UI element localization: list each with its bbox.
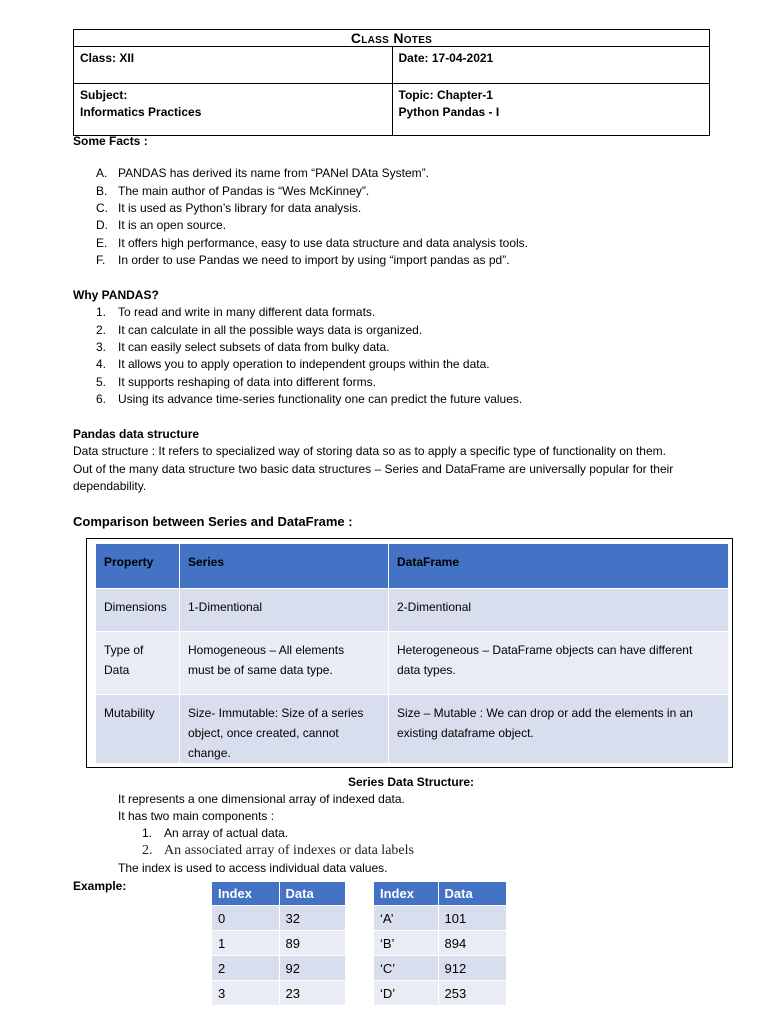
table-cell: 32 <box>279 906 345 931</box>
table-row <box>212 956 345 981</box>
table-row <box>374 906 506 931</box>
table-header-row <box>374 882 506 906</box>
facts-heading: Some Facts : <box>73 134 148 148</box>
table-row <box>96 694 729 763</box>
list-item: 1. <box>142 826 153 840</box>
table-cell: ‘A’ <box>374 906 438 931</box>
table-cell: 894 <box>438 931 506 956</box>
why-heading: Why PANDAS? <box>73 288 159 302</box>
list-item-text: The main author of Pandas is “Wes McKinney”. <box>118 184 370 198</box>
subject-cell <box>74 84 392 135</box>
list-item: 6. <box>96 392 107 406</box>
list-item-text: In order to use Pandas we need to import by using “import pandas as pd”. <box>118 253 510 267</box>
list-item: C. <box>96 201 108 215</box>
list-item: 2. <box>142 843 153 858</box>
date-label: Date: 17-04-2021 <box>392 47 710 83</box>
table-cell: 3 <box>212 981 279 1006</box>
header-row-class-date <box>74 47 709 84</box>
column-header: Series <box>180 544 389 588</box>
list-item: 3. <box>96 340 107 354</box>
list-item-text: It is used as Python’s library for data analysis. <box>118 201 362 215</box>
topic-label: Topic: Chapter-1 <box>398 88 493 102</box>
table-cell: Type of Data <box>96 631 180 694</box>
notes-title: Class Notes <box>74 30 709 47</box>
list-item-text: To read and write in many different data formats. <box>118 305 376 319</box>
list-item-text: It supports reshaping of data into different forms. <box>118 375 376 389</box>
series-description: It represents a one dimensional array of indexed data. <box>118 792 405 806</box>
table-cell: 89 <box>279 931 345 956</box>
table-header-row <box>96 544 729 588</box>
list-item: D. <box>96 218 108 232</box>
table-cell: 1-Dimentional <box>180 588 389 631</box>
column-header: Property <box>96 544 180 588</box>
table-row <box>212 981 345 1006</box>
list-item-text: It can easily select subsets of data from bulky data. <box>118 340 390 354</box>
header-row-subject-topic <box>74 84 709 135</box>
table-header-row <box>212 882 345 906</box>
column-header: DataFrame <box>389 544 729 588</box>
list-item: F. <box>96 253 106 267</box>
column-header: Index <box>212 882 279 906</box>
table-cell: 0 <box>212 906 279 931</box>
table-row <box>374 956 506 981</box>
list-item-text: It offers high performance, easy to use data structure and data analysis tools. <box>118 236 529 250</box>
list-item: B. <box>96 184 108 198</box>
comparison-table <box>96 544 729 763</box>
structure-paragraph-line: Out of the many data structure two basic data structures – Series and DataFrame are universally popular for their <box>73 462 674 476</box>
table-cell: Dimensions <box>96 588 180 631</box>
column-header: Data <box>279 882 345 906</box>
table-cell: 253 <box>438 981 506 1006</box>
table-row <box>96 631 729 694</box>
table-cell: Size – Mutable : We can drop or add the elements in an existing dataframe object. <box>389 694 729 763</box>
list-item: 5. <box>96 375 107 389</box>
list-item: 1. <box>96 305 107 319</box>
table-cell: 92 <box>279 956 345 981</box>
list-item-text: It can calculate in all the possible ways data is organized. <box>118 323 423 337</box>
list-item-text: An associated array of indexes or data labels <box>164 843 414 858</box>
column-header: Data <box>438 882 506 906</box>
table-cell: ‘C’ <box>374 956 438 981</box>
list-item: E. <box>96 236 108 250</box>
table-cell: Heterogeneous – DataFrame objects can have different data types. <box>389 631 729 694</box>
table-cell: ‘D’ <box>374 981 438 1006</box>
table-cell: 2-Dimentional <box>389 588 729 631</box>
structure-heading: Pandas data structure <box>73 427 200 441</box>
list-item-text: An array of actual data. <box>164 826 289 840</box>
list-item: A. <box>96 166 108 180</box>
table-cell: ‘B’ <box>374 931 438 956</box>
class-notes-header-table <box>73 29 710 136</box>
table-cell: 912 <box>438 956 506 981</box>
example-table-numeric-index <box>212 882 345 1005</box>
table-cell: 2 <box>212 956 279 981</box>
comparison-heading: Comparison between Series and DataFrame : <box>73 514 353 529</box>
column-header: Index <box>374 882 438 906</box>
series-index-note: The index is used to access individual data values. <box>118 861 388 875</box>
subject-value: Informatics Practices <box>80 105 202 119</box>
subject-label: Subject: <box>80 88 128 102</box>
table-row <box>212 906 345 931</box>
list-item: 2. <box>96 323 107 337</box>
table-cell: Homogeneous – All elements must be of same data type. <box>180 631 389 694</box>
table-cell: Mutability <box>96 694 180 763</box>
table-cell: Size- Immutable: Size of a series object, once created, cannot change. <box>180 694 389 763</box>
table-cell: 23 <box>279 981 345 1006</box>
list-item-text: PANDAS has derived its name from “PANel DAta System”. <box>118 166 429 180</box>
example-label: Example: <box>73 879 127 893</box>
example-table-label-index <box>374 882 506 1005</box>
list-item-text: It is an open source. <box>118 218 227 232</box>
series-components-intro: It has two main components : <box>118 809 275 823</box>
structure-paragraph-line: dependability. <box>73 479 147 493</box>
topic-value: Python Pandas - I <box>398 105 500 119</box>
topic-cell <box>392 84 710 135</box>
table-row <box>374 931 506 956</box>
series-heading: Series Data Structure: <box>348 775 475 789</box>
table-cell: 1 <box>212 931 279 956</box>
table-row <box>374 981 506 1006</box>
list-item-text: Using its advance time-series functionality one can predict the future values. <box>118 392 523 406</box>
structure-paragraph-line: Data structure : It refers to specialized way of storing data so as to apply a specific type of functionality on them. <box>73 444 666 458</box>
list-item: 4. <box>96 357 107 371</box>
table-row <box>96 588 729 631</box>
table-cell: 101 <box>438 906 506 931</box>
list-item-text: It allows you to apply operation to independent groups within the data. <box>118 357 490 371</box>
table-row <box>212 931 345 956</box>
class-label: Class: XII <box>80 51 135 65</box>
